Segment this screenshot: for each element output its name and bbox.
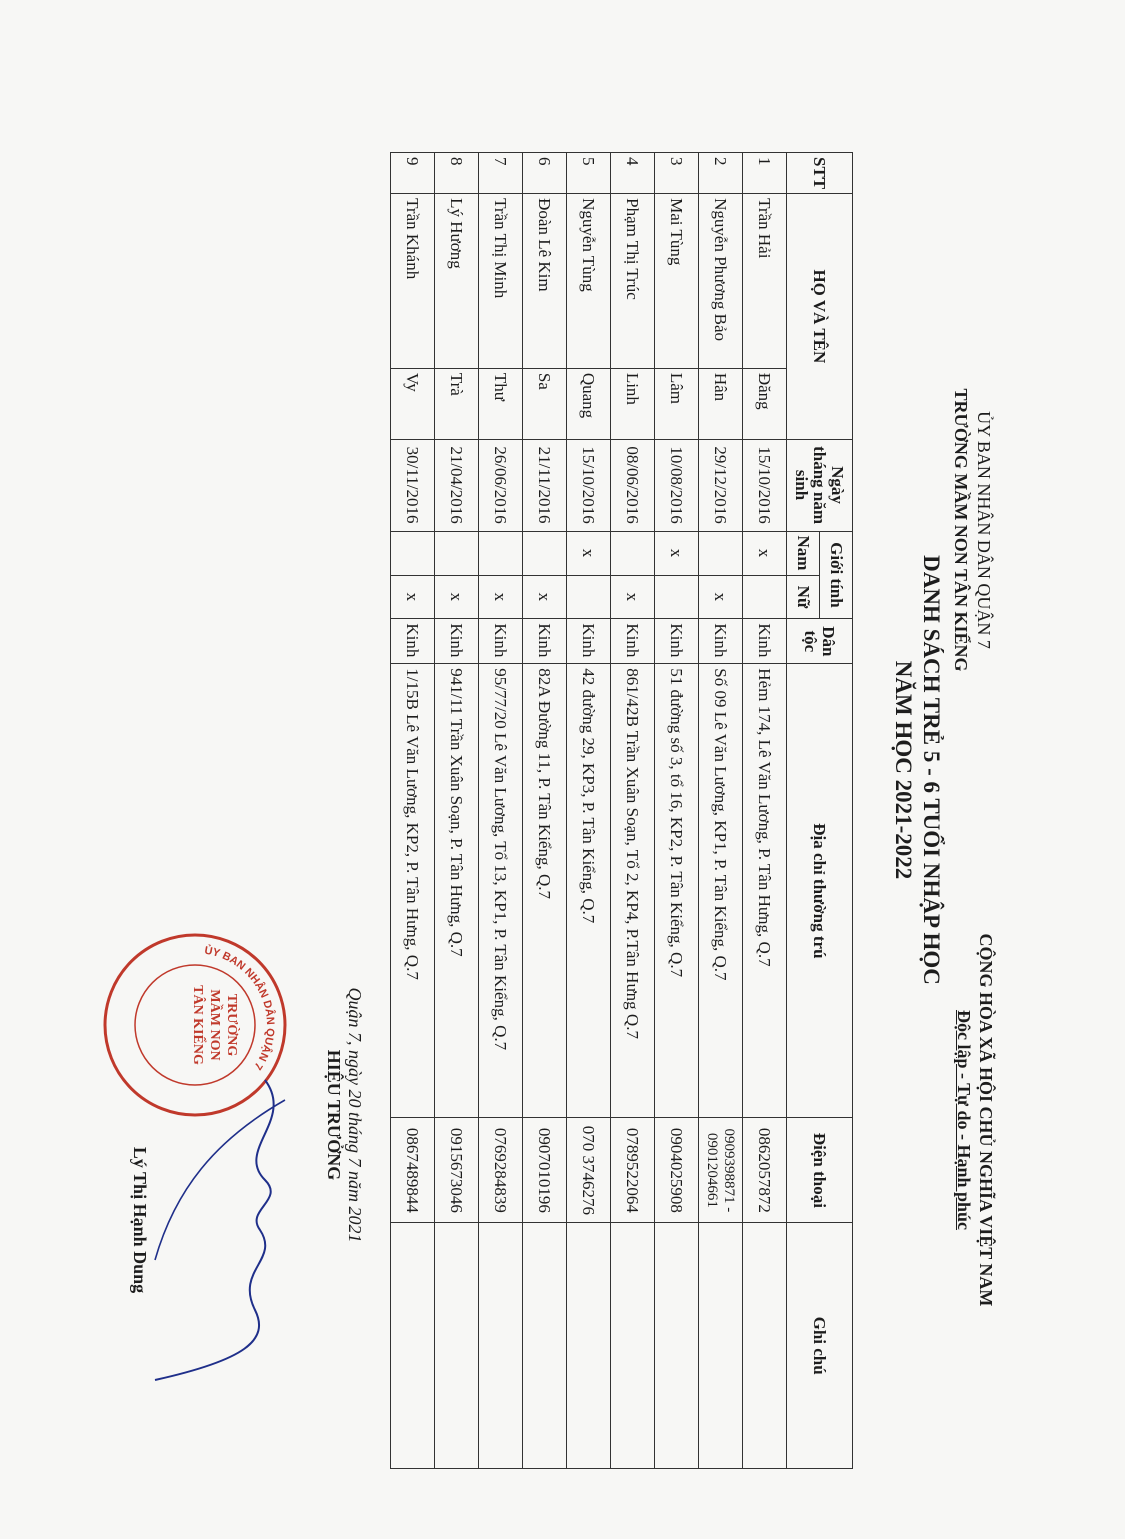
header-phone: Điện thoại	[787, 1118, 853, 1223]
cell-first-name: Linh	[611, 368, 655, 439]
cell-last-name: Phạm Thị Trúc	[611, 194, 655, 369]
header-female: Nữ	[787, 575, 820, 619]
cell-ethnic: Kinh	[523, 619, 567, 664]
cell-female: x	[611, 575, 655, 619]
student-table	[390, 152, 853, 1469]
cell-note	[523, 1223, 567, 1469]
cell-note	[699, 1223, 743, 1469]
cell-first-name: Sa	[523, 368, 567, 439]
national-motto: Độc lập - Tự do - Hạnh phúc	[954, 1009, 974, 1231]
cell-first-name: Quang	[567, 368, 611, 439]
cell-last-name: Nguyễn Phương Bảo	[699, 194, 743, 369]
signer-name: Lý Thị Hạnh Dung	[130, 1146, 150, 1294]
cell-address: 861/42B Trần Xuân Soạn, Tổ 2, KP4, P.Tân Hưng Q.7	[611, 664, 655, 1118]
table-row	[611, 153, 655, 1469]
cell-address: 1/15B Lê Văn Lương, KP2, P. Tân Hưng, Q.7	[391, 664, 435, 1118]
table-row	[699, 153, 743, 1469]
cell-first-name: Thư	[479, 368, 523, 439]
cell-dob: 08/06/2016	[611, 439, 655, 531]
cell-ethnic: Kinh	[479, 619, 523, 664]
table-row	[391, 153, 435, 1469]
phone-secondary: 0901204661	[704, 1132, 721, 1208]
cell-stt: 8	[435, 153, 479, 194]
cell-address: 95/77/20 Lê Văn Lương, Tổ 13, KP1, P. Tân Kiểng, Q.7	[479, 664, 523, 1118]
cell-phone	[655, 1118, 699, 1223]
cell-note	[655, 1223, 699, 1469]
table-row	[743, 153, 787, 1469]
table-row	[567, 153, 611, 1469]
cell-male	[523, 531, 567, 575]
cell-male	[611, 531, 655, 575]
header-ethnic: Dân tộc	[787, 619, 853, 664]
cell-stt: 4	[611, 153, 655, 194]
national-header	[953, 840, 997, 1400]
title-line2: NĂM HỌC 2021-2022	[891, 660, 916, 880]
stamp-line1: TRƯỜNG	[224, 993, 239, 1057]
national-title: CỘNG HÒA XÃ HỘI CHỦ NGHĨA VIỆT NAM	[976, 933, 996, 1307]
cell-female: x	[479, 575, 523, 619]
cell-female	[655, 575, 699, 619]
cell-first-name: Hân	[699, 368, 743, 439]
cell-last-name: Nguyễn Tùng	[567, 194, 611, 369]
cell-ethnic: Kinh	[699, 619, 743, 664]
cell-female: x	[435, 575, 479, 619]
cell-address: 42 đường 29, KP3, P. Tân Kiểng, Q.7	[567, 664, 611, 1118]
cell-phone	[743, 1118, 787, 1223]
signature-block	[323, 905, 365, 1325]
cell-dob: 15/10/2016	[743, 439, 787, 531]
cell-ethnic: Kinh	[611, 619, 655, 664]
cell-first-name: Lâm	[655, 368, 699, 439]
cell-female: x	[699, 575, 743, 619]
cell-female	[567, 575, 611, 619]
signer-role: HIỆU TRƯỞNG	[324, 1049, 344, 1181]
phone-primary: 0907010196	[535, 1127, 555, 1213]
cell-female: x	[391, 575, 435, 619]
header-address: Địa chỉ thường trú	[787, 664, 853, 1118]
cell-last-name: Trần Khánh	[391, 194, 435, 369]
cell-phone	[435, 1118, 479, 1223]
cell-address: 51 đường số 3, tổ 16, KP2, P. Tân Kiểng, Q.7	[655, 664, 699, 1118]
table-body	[391, 153, 787, 1469]
cell-dob: 21/04/2016	[435, 439, 479, 531]
cell-dob: 29/12/2016	[699, 439, 743, 531]
cell-dob: 15/10/2016	[567, 439, 611, 531]
header-dob: Ngày tháng năm sinh	[787, 439, 853, 531]
header-stt: STT	[787, 153, 853, 194]
issuer-line1: ỦY BAN NHÂN DÂN QUẬN 7	[974, 411, 994, 649]
cell-male: x	[743, 531, 787, 575]
cell-male	[435, 531, 479, 575]
cell-first-name: Vy	[391, 368, 435, 439]
table-row	[523, 153, 567, 1469]
sign-date: Quận 7, ngày 20 tháng 7 năm 2021	[345, 987, 365, 1243]
header-name: HỌ VÀ TÊN	[787, 194, 853, 439]
cell-last-name: Trần Hải	[743, 194, 787, 369]
cell-phone	[479, 1118, 523, 1223]
cell-ethnic: Kinh	[435, 619, 479, 664]
table-header	[787, 153, 853, 1469]
cell-dob: 21/11/2016	[523, 439, 567, 531]
phone-primary: 0915673046	[447, 1127, 467, 1213]
phone-primary: 070 3746276	[579, 1125, 599, 1216]
cell-note	[611, 1223, 655, 1469]
cell-phone	[391, 1118, 435, 1223]
cell-phone	[611, 1118, 655, 1223]
cell-first-name: Đăng	[743, 368, 787, 439]
phone-primary: 0789522064	[623, 1127, 643, 1213]
cell-phone	[699, 1118, 743, 1223]
phone-primary: 0769284839	[491, 1127, 511, 1213]
cell-ethnic: Kinh	[391, 619, 435, 664]
stamp-ring-text: ỦY BAN NHÂN DÂN QUẬN 7	[203, 944, 277, 1072]
cell-note	[479, 1223, 523, 1469]
cell-phone	[567, 1118, 611, 1223]
table-row	[479, 153, 523, 1469]
cell-note	[391, 1223, 435, 1469]
cell-ethnic: Kinh	[743, 619, 787, 664]
cell-dob: 10/08/2016	[655, 439, 699, 531]
cell-ethnic: Kinh	[567, 619, 611, 664]
phone-primary: 0862057872	[755, 1127, 775, 1213]
cell-female: x	[523, 575, 567, 619]
cell-male: x	[567, 531, 611, 575]
cell-address: Số 09 Lê Văn Lương, KP1, P. Tân Kiểng, Q.7	[699, 664, 743, 1118]
phone-primary: 0904025908	[667, 1127, 687, 1213]
stamp-line3: TÂN KIỂNG	[190, 985, 205, 1065]
cell-male	[699, 531, 743, 575]
cell-address: 82A Đường 11, P. Tân Kiểng, Q.7	[523, 664, 567, 1118]
cell-male: x	[655, 531, 699, 575]
cell-stt: 5	[567, 153, 611, 194]
cell-stt: 2	[699, 153, 743, 194]
cell-stt: 7	[479, 153, 523, 194]
phone-primary: 0909398871 -	[721, 1128, 738, 1213]
cell-last-name: Mai Tùng	[655, 194, 699, 369]
stamp-line2: MẦM NON	[207, 989, 222, 1061]
cell-dob: 30/11/2016	[391, 439, 435, 531]
cell-last-name: Đoàn Lê Kim	[523, 194, 567, 369]
table-row	[435, 153, 479, 1469]
cell-ethnic: Kinh	[655, 619, 699, 664]
handwritten-signature	[145, 1060, 305, 1390]
cell-stt: 1	[743, 153, 787, 194]
issuer-school-name: TRƯỜNG MẦM NON TÂN KIỂNG	[951, 388, 971, 672]
title-line1: DANH SÁCH TRẺ 5 - 6 TUỔI NHẬP HỌC	[919, 555, 944, 985]
cell-male	[479, 531, 523, 575]
header-note: Ghi chú	[787, 1223, 853, 1469]
cell-female	[743, 575, 787, 619]
document-title	[889, 360, 945, 1180]
cell-note	[435, 1223, 479, 1469]
cell-address: Hẻm 174, Lê Văn Lương, P. Tân Hưng, Q.7	[743, 664, 787, 1118]
header-gender: Giới tính	[820, 531, 853, 619]
cell-stt: 9	[391, 153, 435, 194]
cell-last-name: Lý Hương	[435, 194, 479, 369]
cell-last-name: Trần Thị Minh	[479, 194, 523, 369]
cell-male	[391, 531, 435, 575]
cell-address: 941/11 Trần Xuân Soạn, P. Tân Hưng, Q.7	[435, 664, 479, 1118]
issuer-header	[949, 250, 995, 810]
cell-stt: 6	[523, 153, 567, 194]
cell-stt: 3	[655, 153, 699, 194]
cell-note	[743, 1223, 787, 1469]
cell-first-name: Trà	[435, 368, 479, 439]
cell-phone	[523, 1118, 567, 1223]
table-row	[655, 153, 699, 1469]
cell-note	[567, 1223, 611, 1469]
header-male: Nam	[787, 531, 820, 575]
phone-primary: 0867489844	[403, 1127, 423, 1213]
cell-dob: 26/06/2016	[479, 439, 523, 531]
